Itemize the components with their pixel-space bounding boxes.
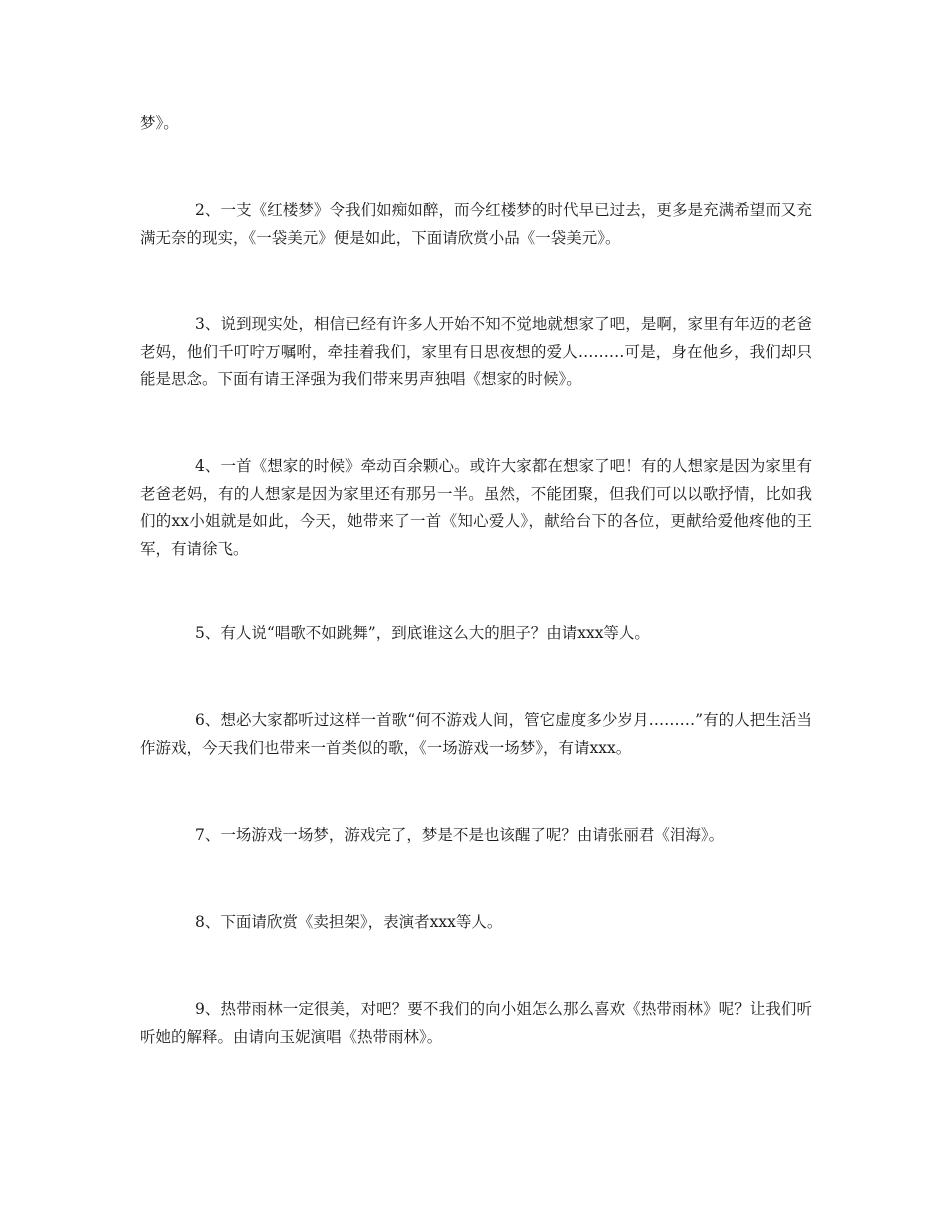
paragraph-item-5: 5、有人说“唱歌不如跳舞”，到底谁这么大的胆子？由请xxx等人。 [195, 624, 650, 642]
paragraph-continuation: 梦》。 [140, 114, 179, 132]
paragraph-item-8: 8、下面请欣赏《卖担架》，表演者xxx等人。 [195, 913, 503, 931]
paragraph-item-9: 9、热带雨林一定很美，对吧？要不我们的向小姐怎么那么喜欢《热带雨林》呢？让我们听听她的解释。由请向玉妮演唱《热带雨林》。 [140, 1000, 812, 1046]
paragraph-item-2: 2、一支《红楼梦》令我们如痴如醉，而今红楼梦的时代早已过去，更多是充满希望而又充满无奈的现实，《一袋美元》便是如此，下面请欣赏小品《一袋美元》。 [140, 201, 812, 247]
paragraph-item-7: 7、一场游戏一场梦，游戏完了，梦是不是也该醒了呢？由请张丽君《泪海》。 [195, 826, 725, 844]
paragraph-item-6: 6、想必大家都听过这样一首歌“何不游戏人间，管它虚度多少岁月………”有的人把生活当作游戏，今天我们也带来一首类似的歌，《一场游戏一场梦》，有请xxx。 [140, 711, 812, 757]
paragraph-item-3: 3、说到现实处，相信已经有许多人开始不知不觉地就想家了吧，是啊，家里有年迈的老爸老妈，他们千叮咛万嘱咐，牵挂着我们，家里有日思夜想的爱人………可是，身在他乡，我们却只能是思念。下面有请王泽强为我们带来男声独唱《想家的时候》。 [140, 315, 812, 388]
paragraph-item-4: 4、一首《想家的时候》牵动百余颗心。或许大家都在想家了吧！有的人想家是因为家里有老爸老妈，有的人想家是因为家里还有那另一半。虽然，不能团聚，但我们可以以歌抒情，比如我们的xx小姐就是如此，今天，她带来了一首《知心爱人》，献给台下的各位，更献给爱他疼他的王军，有请徐飞。 [140, 457, 812, 558]
